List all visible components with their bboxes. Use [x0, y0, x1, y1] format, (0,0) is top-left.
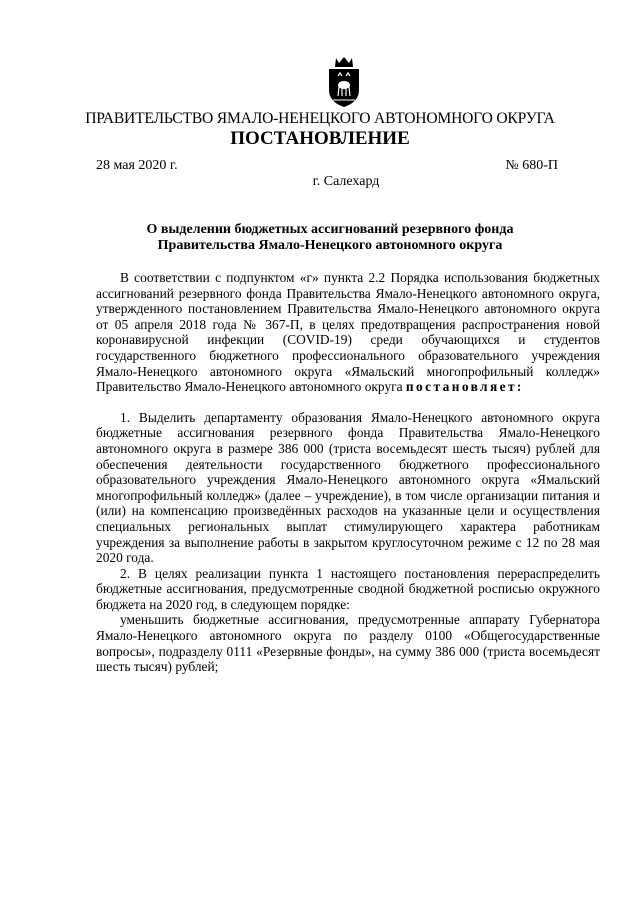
preamble-paragraph [96, 270, 600, 395]
item-2-paragraph: 2. В целях реализации пункта 1 настоящего постановления перераспределить бюджетные ассигнования, предусмотренные сводной бюджетной росписью окружного бюджета на 2020 год, в следующем порядке: [96, 565, 600, 612]
document-date: 28 мая 2020 г. [96, 158, 178, 173]
document-city: г. Салехард [312, 174, 380, 189]
document-subject [100, 222, 560, 254]
preamble-text: В соответствии с подпунктом «г» пункта 2.2 Порядка использования бюджетных ассигнований резервного фонда Правительства Ямало-Ненецкого автономного округа, утвержденного постановлением Правительства Ямало-Ненецкого автономного округа от 05 апреля 2018 года № 367-П, в целях предотвращения распространения новой коронавирусной инфекции (COVID-19) среди обучающихся и студентов государственного бюджетного профессионального образовательного учреждения Ямало-Ненецкого автономного округа «Ямальский многопрофильный колледж» Правительство Ямало-Ненецкого автономного округа [96, 270, 600, 395]
item-2-sub-paragraph: уменьшить бюджетные ассигнования, предусмотренные аппарату Губернатора Ямало-Ненецкого автономного округа по разделу 0100 «Общегосударственные вопросы», подразделу 0111 «Резервные фонды», на сумму 386 000 (триста восемьдесят шесть тысяч) рублей; [96, 612, 600, 675]
subject-line-1: О выделении бюджетных ассигнований резервного фонда [146, 222, 514, 237]
document-type: ПОСТАНОВЛЕНИЕ [230, 128, 410, 149]
document-number: № 680-П [505, 158, 558, 173]
coat-of-arms-icon [326, 56, 362, 108]
item-1-paragraph: 1. Выделить департаменту образования Ямало-Ненецкого автономного округа бюджетные ассигнования резервного фонда Правительства Ямало-Ненецкого автономного округа в размере 386 000 (триста восемьдесят шесть тысяч) рублей для обеспечения деятельности государственного бюджетного профессионального образовательного учреждения Ямало-Ненецкого автономного округа «Ямальский многопрофильный колледж» (далее – учреждение), в том числе организации питания и (или) на компенсацию произведённых расходов на указанные цели и осуществления специальных региональных выплат стимулирующего характера работникам учреждения за выполнение работы в закрытом круглосуточном режиме с 12 по 28 мая 2020 года. [96, 409, 600, 566]
subject-line-2: Правительства Ямало-Ненецкого автономного округа [157, 238, 503, 253]
decree-word: постановляет: [405, 379, 524, 395]
document-body [96, 270, 600, 675]
government-name: ПРАВИТЕЛЬСТВО ЯМАЛО-НЕНЕЦКОГО АВТОНОМНОГО ОКРУГА [85, 110, 555, 127]
